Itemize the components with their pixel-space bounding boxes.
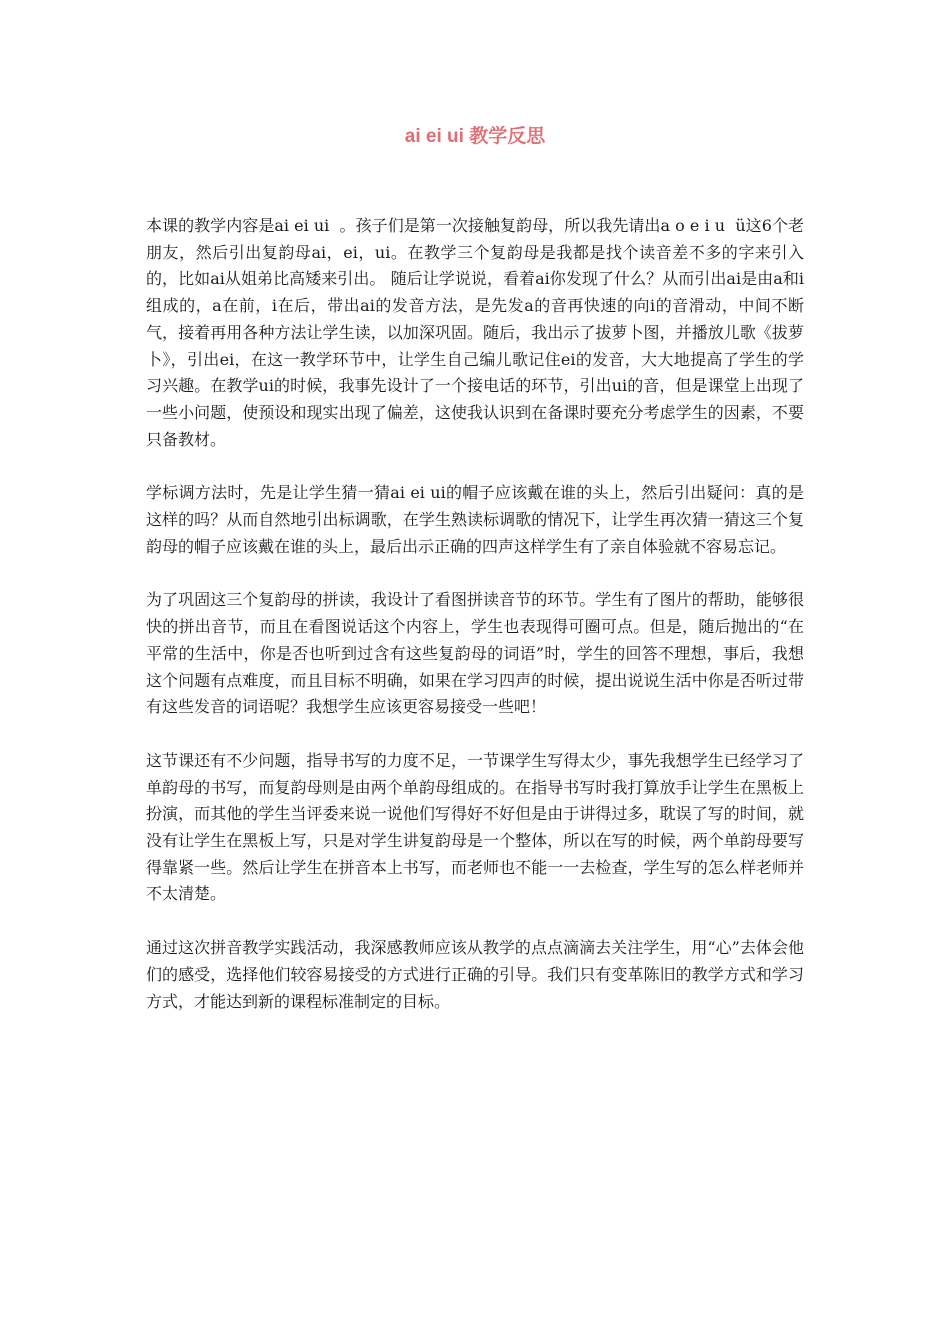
paragraph-conclusion: 通过这次拼音教学实践活动，我深感教师应该从教学的点点滴滴去关注学生，用“心”去体会他们的感受，选择他们较容易接受的方式进行正确的引导。我们只有变革陈旧的教学方式和学习方式，才能达到新的课程标准制定的目标。 — [146, 938, 804, 1011]
paragraph-intro: 本课的教学内容是ai ei ui 。孩子们是第一次接触复韵母，所以我先请出a o e i u ü这6个老朋友，然后引出复韵母ai，ei，ui。在教学三个复韵母是我都是找个读音差不多的字来引入的，比如ai从姐弟比高矮来引出。 随后让学说说，看着ai你发现了什么？从而引出ai是由a和i组成的，a在前，i在后，带出ai的发音方法，是先发a的音再快速的向i的音滑动，中间不断气，接着再用各种方法让学生读，以加深巩固。随后，我出示了拔萝卜图，并播放儿歌《拔萝卜》，引出ei，在这一教学环节中，让学生自己编儿歌记住ei的发音，大大地提高了学生的学习兴趣。在教学ui的时候，我事先设计了一个接电话的环节，引出ui的音，但是课堂上出现了一些小问题，使预设和现实出现了偏差，这使我认识到在备课时要充分考虑学生的因素，不要只备教材。 — [146, 216, 804, 449]
paragraph-writing-issues: 这节课还有不少问题，指导书写的力度不足，一节课学生写得太少，事先我想学生已经学习了单韵母的书写，而复韵母则是由两个单韵母组成的。在指导书写时我打算放手让学生在黑板上扮演，而其他的学生当评委来说一说他们写得好不好但是由于讲得过多，耽误了写的时间，就没有让学生在黑板上写，只是对学生讲复韵母是一个整体，所以在写的时候，两个单韵母要写得靠紧一些。然后让学生在拼音本上书写，而老师也不能一一去检查，学生写的怎么样老师并不太清楚。 — [146, 750, 804, 904]
document-body — [146, 213, 804, 1042]
paragraph-tone-marks: 学标调方法时，先是让学生猜一猜ai ei ui的帽子应该戴在谁的头上，然后引出疑问：真的是这样的吗？从而自然地引出标调歌，在学生熟读标调歌的情况下，让学生再次猜一猜这三个复韵母的帽子应该戴在谁的头上，最后出示正确的四声这样学生有了亲自体验就不容易忘记。 — [146, 483, 804, 556]
paragraph-spelling-practice: 为了巩固这三个复韵母的拼读，我设计了看图拼读音节的环节。学生有了图片的帮助，能够很快的拼出音节，而且在看图说话这个内容上，学生也表现得可圈可点。但是，随后抛出的“在平常的生活中，你是否也听到过含有这些复韵母的词语”时，学生的回答不理想，事后，我想这个问题有点难度，而且目标不明确，如果在学习四声的时候，提出说说生活中你是否听过带有这些发音的词语呢？我想学生应该更容易接受一些吧！ — [146, 590, 804, 717]
document-title: ai ei ui 教学反思 — [404, 126, 546, 147]
